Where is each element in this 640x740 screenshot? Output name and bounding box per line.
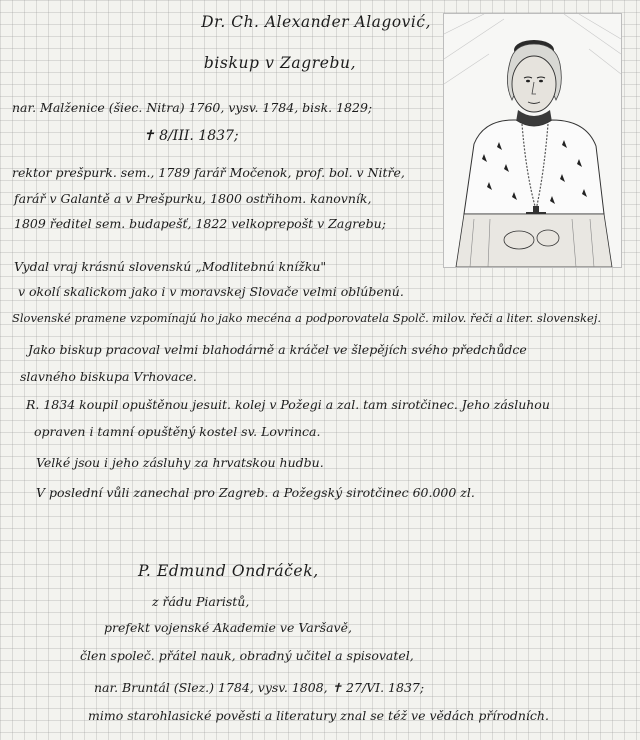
entry1-title: biskup v Zagrebu, [203,54,357,72]
entry1-text-line-3: Slovenské pramene vzpomínajú ho jako mecéna a podporovatela Spolč. milov. řeči a liter. slovenskej. [12,311,602,325]
entry1-text-line-6: R. 1834 koupil opuštěnou jesuit. kolej v Požegi a zal. tam sirotčinec. Jeho zásluhou [26,397,550,412]
entry1-text-line-1: Vydal vraj krásnú slovenskú „Modlitebnú knížku" [14,259,327,274]
entry1-text-line-2: v okolí skalickom jako i v moravskej Slovače velmi oblúbenú. [18,284,404,299]
entry1-career-line-2: farář v Galantě a v Prešpurku, 1800 ostřihom. kanovník, [14,191,372,206]
entry2-name: P. Edmund Ondráček, [138,562,319,580]
entry1-birth-line: nar. Malženice (šiec. Nitra) 1760, vysv. 1784, bisk. 1829; [12,100,373,115]
entry1-text-line-9: V poslední vůli zanechal pro Zagreb. a Požegský sirotčinec 60.000 zl. [36,485,475,500]
entry1-text-line-5: slavného biskupa Vrhovace. [20,369,197,384]
entry1-career-line-1: rektor prešpurk. sem., 1789 farář Močenok, prof. bol. v Nitře, [12,165,405,180]
entry2-line-3: člen společ. přátel nauk, obradný učitel a spisovatel, [80,648,414,663]
entry1-name: Dr. Ch. Alexander Alagović, [201,13,432,31]
entry2-line-4: nar. Bruntál (Slez.) 1784, vysv. 1808, ✝ 27/VI. 1837; [94,680,425,695]
entry1-text-line-7: opraven i tamní opuštěný kostel sv. Lovrinca. [34,424,321,439]
entry1-career-line-3: 1809 ředitel sem. budapešť, 1822 velkoprepošt v Zagrebu; [14,216,386,231]
entry1-death-date: ✝ 8/III. 1837; [143,128,239,144]
entry1-text-line-8: Velké jsou i jeho zásluhy za hrvatskou hudbu. [36,455,324,470]
entry1-text-line-4: Jako biskup pracoval velmi blahodárně a kráčel ve šlepějích svého předchůdce [28,342,527,357]
bishop-portrait [443,13,622,268]
entry2-line-2: prefekt vojenské Akademie ve Varšavě, [104,620,352,635]
entry2-line-5: mimo starohlasické pověsti a literatury znal se též ve vědách přírodních. [88,708,549,723]
entry2-line-1: z řádu Piaristů, [152,594,250,609]
